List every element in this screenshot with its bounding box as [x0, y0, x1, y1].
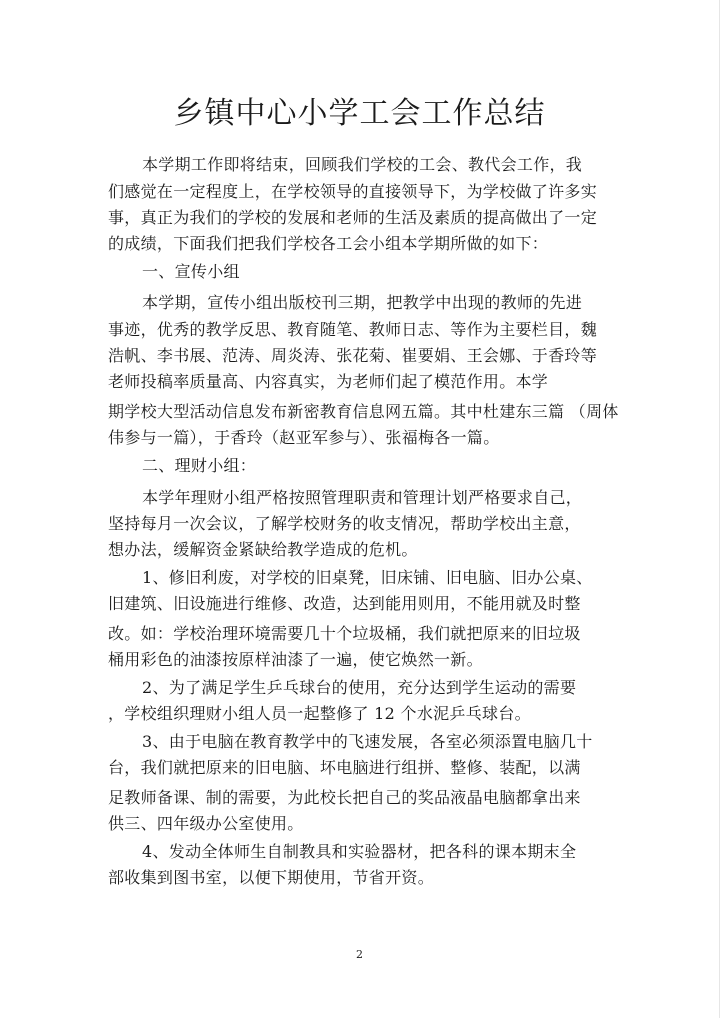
paragraph-line: 老师投稿率质量高、内容真实，为老师们起了模范作用。本学: [108, 372, 549, 391]
page-number: 2: [356, 948, 363, 961]
paragraph-line: 浩帆、李书展、范涛、周炎涛、张花菊、崔要娟、王会娜、于香玲等: [108, 346, 598, 365]
section-heading: 二、理财小组：: [142, 456, 257, 475]
paragraph-line: 本学年理财小组严格按照管理职责和管理计划严格要求自己，: [142, 488, 583, 507]
paragraph-line: 桶用彩色的油漆按原样油漆了一遍，使它焕然一新。: [108, 650, 483, 669]
paragraph-line: 1、修旧利废，对学校的旧桌凳，旧床铺、旧电脑、旧办公桌、: [142, 568, 593, 587]
paragraph-line: 事，真正为我们的学校的发展和老师的生活及素质的提高做出了一定: [108, 208, 598, 227]
paragraph-line: 的成绩，下面我们把我们学校各工会小组本学期所做的如下：: [108, 234, 549, 253]
paragraph-line: 改。如：学校治理环境需要几十个垃圾桶，我们就把原来的旧垃圾: [108, 624, 581, 643]
paragraph-line: 本学期工作即将结束，回顾我们学校的工会、教代会工作，我: [142, 155, 583, 174]
paragraph-line: 4、发动全体师生自制教具和实验器材，把各科的课本期末全: [142, 842, 577, 861]
paragraph-line: 坚持每月一次会议，了解学校财务的收支情况，帮助学校出主意，: [108, 514, 581, 533]
paragraph-line: 事迹，优秀的教学反思、教育随笔、教师日志、等作为主要栏目，魏: [108, 320, 598, 339]
paragraph-line: 足教师备课、制的需要，为此校长把自己的奖品液晶电脑都拿出来: [108, 788, 581, 807]
paragraph-line: 想办法，缓解资金紧缺给教学造成的危机。: [108, 540, 418, 559]
paragraph-line: 们感觉在一定程度上，在学校领导的直接领导下，为学校做了许多实: [108, 182, 598, 201]
paragraph-line: ，学校组织理财小组人员一起整修了 12 个水泥乒乓球台。: [108, 704, 531, 723]
paragraph-line: 旧建筑、旧设施进行维修、改造，达到能用则用，不能用就及时整: [108, 594, 581, 613]
paragraph-line: 2、为了满足学生乒乓球台的使用，充分达到学生运动的需要: [142, 678, 577, 697]
paragraph-line: 伟参与一篇），于香玲（赵亚军参与）、张福梅各一篇。: [108, 428, 500, 447]
paragraph-line: 供三、四年级办公室使用。: [108, 814, 304, 833]
paragraph-line: 本学期，宣传小组出版校刊三期，把教学中出现的教师的先进: [142, 293, 583, 312]
paragraph-line: 期学校大型活动信息发布新密教育信息网五篇。其中杜建东三篇 （周体: [108, 402, 619, 421]
paragraph-line: 3、由于电脑在教育教学中的飞速发展，各室必须添置电脑几十: [142, 732, 593, 751]
paragraph-line: 部收集到图书室，以便下期使用，节省开资。: [108, 868, 435, 887]
document-title: 乡镇中心小学工会工作总结: [173, 96, 546, 131]
section-heading: 一、宣传小组: [142, 262, 240, 281]
paragraph-line: 台，我们就把原来的旧电脑、坏电脑进行组拼、整修、装配，以满: [108, 758, 581, 777]
